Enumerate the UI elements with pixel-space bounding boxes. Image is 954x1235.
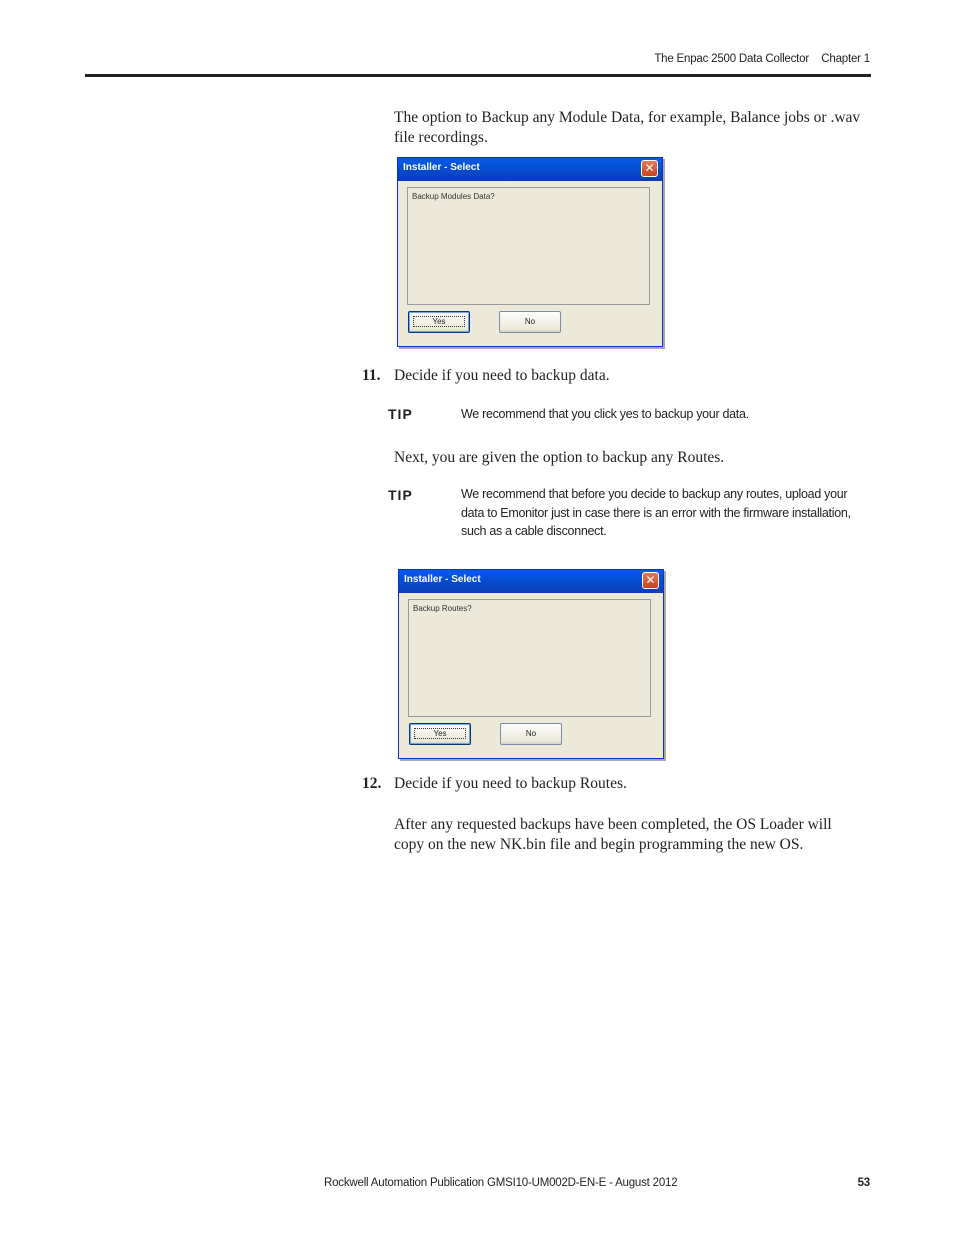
tip-label: TIP xyxy=(388,487,413,503)
dialog-title: Installer - Select xyxy=(403,162,480,173)
dialog-message-box xyxy=(407,187,650,305)
step-text: Decide if you need to backup data. xyxy=(394,367,610,384)
dialog-titlebar xyxy=(399,570,663,593)
step-number: 11. xyxy=(362,367,381,384)
footer-publication: Rockwell Automation Publication GMSI10-UM002D-EN-E - August 2012 xyxy=(324,1177,678,1189)
no-button[interactable]: No xyxy=(500,723,562,745)
final-paragraph: After any requested backups have been completed, the OS Loader will copy on the new NK.bin file and begin programming the new OS. xyxy=(394,816,832,853)
yes-button[interactable]: Yes xyxy=(408,311,470,333)
no-button[interactable]: No xyxy=(499,311,561,333)
dialog-message: Backup Modules Data? xyxy=(412,192,495,201)
dialog-title: Installer - Select xyxy=(404,574,481,585)
yes-button[interactable]: Yes xyxy=(409,723,471,745)
running-header-chapter: Chapter 1 xyxy=(821,53,870,65)
tip-label: TIP xyxy=(388,406,413,422)
tip-text: We recommend that before you decide to backup any routes, upload your data to Emonitor just in case there is an error with the firmware installation, such as a cable disconnect. xyxy=(461,487,851,538)
page-number: 53 xyxy=(857,1177,870,1189)
running-header-title: The Enpac 2500 Data Collector xyxy=(654,53,809,65)
header-rule xyxy=(85,74,871,77)
close-icon[interactable]: ✕ xyxy=(642,572,659,589)
dialog-titlebar xyxy=(398,158,662,181)
backup-modules-dialog xyxy=(397,157,663,347)
step-text: Decide if you need to backup Routes. xyxy=(394,775,627,792)
close-icon[interactable]: ✕ xyxy=(641,160,658,177)
tip-text: We recommend that you click yes to backup your data. xyxy=(461,407,749,421)
step-number: 12. xyxy=(362,775,382,792)
intro-paragraph: The option to Backup any Module Data, for example, Balance jobs or .wav file recordings. xyxy=(394,109,861,146)
backup-routes-dialog xyxy=(398,569,664,759)
dialog-message-box xyxy=(408,599,651,717)
dialog-message: Backup Routes? xyxy=(413,604,472,613)
routes-paragraph: Next, you are given the option to backup any Routes. xyxy=(394,449,725,466)
